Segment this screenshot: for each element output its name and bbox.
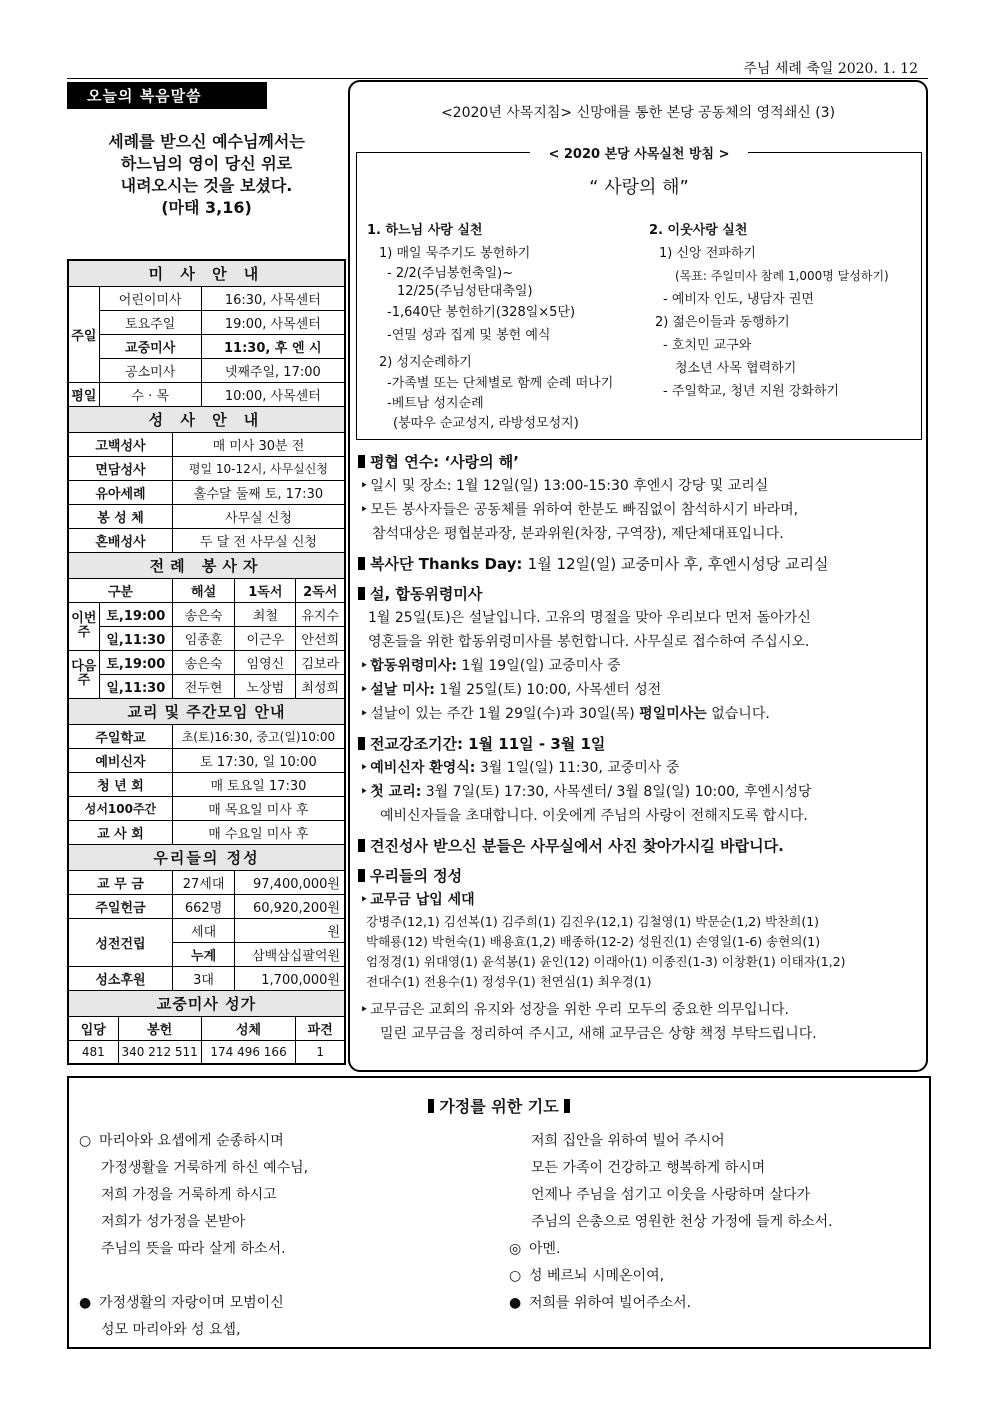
server-commentator: 송은숙 [172,602,234,626]
guidelines-caption: < 2020 본당 사목실천 방침 > [530,147,747,162]
catechism-value: 매 수요일 미사 후 [172,820,345,844]
catechism-name: 교 사 회 [68,820,172,844]
building-total-label: 누계 [172,942,234,966]
notice-paragraph: 영혼들을 위한 합동위령미사를 봉헌합니다. 사무실로 접수하여 주십시오. [368,634,810,650]
guideline-item: 12/25(주님성탄대축일) [397,284,533,299]
notice-item: ‣ 교무금 납입 세대 [358,888,924,912]
family-prayer-box [67,1076,931,1349]
guideline-item: -베트남 성지순례 [387,396,484,411]
building-total-value: 삼백삼십팔억원 [235,942,345,966]
prayer-right [509,1128,929,1317]
notice-heading: 전교강조기간: 1월 11일 - 3월 1일 [358,732,924,756]
square-bullet-icon [358,455,365,468]
prayer-line: 언제나 주님을 섬기고 이웃을 사랑하며 살다가 [531,1187,811,1203]
pastoral-guidelines-box [356,147,922,440]
guideline-item: -1,640단 봉헌하기(328일×5단) [387,305,576,320]
gospel-verse [67,131,346,259]
prayer-line: ● 가정생활의 자랑이며 모범이신 [79,1290,499,1317]
schedule-table [67,259,346,1065]
guideline-item: - 주일학교, 청년 지원 강화하기 [663,384,840,399]
server-reader-2: 최성희 [296,674,345,698]
catechism-name: 청 년 회 [68,772,172,796]
mass-name: 교중미사 [99,334,201,358]
square-bullet-icon [358,737,365,750]
guideline-item: (붕따우 순교성지, 라방성모성지) [393,416,579,431]
guideline-item: - 2/2(주님봉헌축일)~ [387,266,514,281]
sacrament-value: 사무실 신청 [172,504,345,528]
notice-item: ‣ 합동위령미사: 1월 19일(일) 교중미사 중 [358,654,924,678]
square-bullet-icon [358,839,365,852]
prayer-line: 주님의 뜻을 따라 살게 하소서. [101,1241,286,1257]
pastoral-notices-box [348,80,928,1072]
square-bullet-icon [358,557,365,570]
weekday-label: 평일 [68,382,99,406]
next-week-label: 다음주 [68,650,99,698]
guideline-item: - 예비자 인도, 냉담자 권면 [663,292,814,307]
prayer-title: 가정를 위한 기도 [69,1094,929,1117]
donor-line: 전대수(1) 전용수(1) 정성우(1) 천연심(1) 최우경(1) [366,974,652,989]
offering-amount: 60,920,200원 [235,894,345,918]
sacrament-name: 면담성사 [68,456,172,480]
mass-name: 수 · 목 [99,382,201,406]
notice-heading: 우리들의 정성 [358,864,924,888]
offering-name: 성소후원 [68,966,172,990]
this-week-label: 이번주 [68,602,99,650]
server-slot: 토,19:00 [99,602,172,626]
sacrament-name: 유아세례 [68,480,172,504]
mass-time: 19:00, 사목센터 [201,310,345,334]
hymn-header: 입당 [68,1016,118,1040]
donor-line: 박해룡(12) 박헌숙(1) 배용효(1,2) 배종하(12-2) 성원진(1) 손영일(1-6) 송현의(1) [366,934,821,949]
catechism-value: 매 목요일 미사 후 [172,796,345,820]
servers-title: 전례 봉사자 [68,552,345,578]
offerings-title: 우리들의 정성 [68,844,345,870]
sacrament-value: 홀수달 둘째 토, 17:30 [172,480,345,504]
notice-item: 참석대상은 평협분과장, 분과위원(차장, 구역장), 제단체대표입니다. [372,526,784,542]
offering-amount: 97,400,000원 [235,870,345,894]
guideline-item: 1) 신앙 전파하기 [659,246,756,261]
love-of-neighbor-list [649,219,929,403]
mass-time: 16:30, 사목센터 [201,286,345,310]
pastoral-title: <2020년 사목지침> 신망애를 통한 본당 공동체의 영적쇄신 (3) [440,105,836,121]
gospel-tag: 오늘의 복음말씀 [67,82,267,109]
hymn-header: 파견 [296,1016,345,1040]
gospel-line: 세례를 받으신 예수님께서는 [108,132,305,151]
bulletin-date: 주님 세례 축일 2020. 1. 12 [743,61,918,77]
prayer-line: 성모 마리아와 성 요셉, [101,1322,241,1338]
catechism-title: 교리 및 주간모임 안내 [68,698,345,724]
notice-heading: 설, 합동위령미사 [358,582,924,606]
notices [358,444,924,1046]
notice-item: ‣ 일시 및 장소: 1월 12일(일) 13:00-15:30 후엔시 강당 및 교리실 [358,474,924,498]
mass-name: 토요주일 [99,310,201,334]
server-slot: 토,19:00 [99,650,172,674]
server-reader-1: 이근우 [235,626,296,650]
offering-amount: 1,700,000원 [235,966,345,990]
prayer-line: ● 저희를 위하여 빌어주소서. [509,1290,929,1317]
server-slot: 일,11:30 [99,626,172,650]
mass-name: 어린이미사 [99,286,201,310]
mass-title: 미 사 안 내 [68,260,345,286]
server-commentator: 임종훈 [172,626,234,650]
notice-item: ‣ 예비신자 환영식: 3월 1일(일) 11:30, 교중미사 중 [358,756,924,780]
filled-circle-icon: ● [79,1295,92,1311]
hymn-value: 340 212 511 [118,1040,201,1064]
catechism-value: 토 17:30, 일 10:00 [172,748,345,772]
catechism-name: 예비신자 [68,748,172,772]
guideline-item: 청소년 사목 협력하기 [675,361,797,376]
mass-name: 공소미사 [99,358,201,382]
server-reader-2: 김보라 [296,650,345,674]
hymn-header: 성체 [201,1016,296,1040]
server-slot: 일,11:30 [99,674,172,698]
sacrament-name: 혼배성사 [68,528,172,552]
notice-item: 밀린 교무금을 정리하여 주시고, 새해 교무금은 상향 책정 부탁드립니다. [380,1026,817,1042]
gospel-line: 하느님의 영이 당신 위로 [120,154,293,173]
prayer-line: 모든 가족이 건강하고 행복하게 하시며 [531,1160,766,1176]
notice-heading: 복사단 Thanks Day: 1월 12일(일) 교중미사 후, 후엔시성당 교리실 [358,552,924,576]
mass-time: 10:00, 사목센터 [201,382,345,406]
offering-name: 교 무 금 [68,870,172,894]
guideline-heading: 1. 하느님 사랑 실천 [367,223,483,238]
notice-item: ‣ 교무금은 교회의 유지와 성장을 위한 우리 모두의 중요한 의무입니다. [358,998,924,1022]
prayer-line: 가정생활을 거룩하게 하신 예수님, [101,1160,309,1176]
server-reader-2: 안선희 [296,626,345,650]
servers-header: 2독서 [296,578,345,602]
notice-item: ‣ 모든 봉사자들은 공동체를 위하여 한분도 빠짐없이 참석하시기 바라며, [358,498,924,522]
sacrament-value: 평일 10-12시, 사무실신청 [172,456,345,480]
notice-item: 예비신자들을 초대합니다. 이웃에게 주님의 사랑이 전해지도록 합시다. [380,808,808,824]
gospel-line: 내려오시는 것을 보셨다. [120,176,293,195]
double-circle-icon: ◎ [509,1241,522,1257]
servers-header: 구분 [68,578,172,602]
prayer-line: ◎ 아멘. [509,1236,929,1263]
guideline-item: -가족별 또는 단체별로 함께 순례 떠나기 [387,376,614,391]
server-commentator: 송은숙 [172,650,234,674]
donor-names [358,912,924,992]
notice-item: ‣ 첫 교리: 3월 7일(토) 17:30, 사목센터/ 3월 8일(일) 10:00, 후엔시성당 [358,780,924,804]
offering-name: 주일헌금 [68,894,172,918]
filled-circle-icon: ● [509,1295,522,1311]
prayer-line: 저희 가정을 거룩하게 하시고 [101,1187,277,1203]
server-reader-1: 임영신 [235,650,296,674]
prayer-line: ○ 마리아와 요셉에게 순종하시며 [79,1128,499,1155]
notice-paragraph: 1월 25일(토)은 설날입니다. 고유의 명절을 맞아 우리보다 먼저 돌아가신 [368,610,811,626]
prayer-line: 주님의 은총으로 영원한 천상 가정에 들게 하소서. [531,1214,833,1230]
guideline-item: 2) 젊은이들과 동행하기 [655,315,790,330]
mass-time: 넷째주일, 17:00 [201,358,345,382]
mass-time: 11:30, 후 엔 시 [201,334,345,358]
building-households-value: 원 [235,918,345,942]
notice-heading: 견진성사 받으신 분들은 사무실에서 사진 찾아가시길 바랍니다. [358,834,924,858]
guideline-item: - 호치민 교구와 [663,338,752,353]
sacrament-value: 매 미사 30분 전 [172,432,345,456]
notice-heading: 평협 연수: ‘사랑의 해’ [358,450,924,474]
server-commentator: 전두현 [172,674,234,698]
sacrament-name: 봉 성 체 [68,504,172,528]
hymn-value: 481 [68,1040,118,1064]
guideline-item: 2) 성지순례하기 [379,355,472,370]
gospel-reference: (마태 3,16) [161,198,252,217]
love-of-god-list [367,219,647,434]
hymn-value: 174 496 166 [201,1040,296,1064]
open-circle-icon: ○ [79,1133,92,1149]
top-divider [67,78,928,79]
square-bullet-icon [358,587,365,600]
donor-line: 엄정경(1) 위대영(1) 윤석봉(1) 윤인(12) 이래아(1) 이종진(1-3) 이창환(1) 이태자(1,2) [366,954,846,969]
square-bullet-icon [428,1099,434,1113]
sacrament-value: 두 달 전 사무실 신청 [172,528,345,552]
prayer-line: 저희가 성가정을 본받아 [101,1214,246,1230]
donor-line: 강병주(12,1) 김선복(1) 김주희(1) 김진우(12,1) 김철영(1) 박문순(1,2) 박찬희(1) [366,914,820,929]
server-reader-1: 노상범 [235,674,296,698]
square-bullet-icon [564,1099,570,1113]
sunday-label: 주일 [68,286,99,382]
notice-item: ‣ 설날이 있는 주간 1월 29일(수)과 30일(목) 평일미사는 없습니다. [358,702,924,726]
guideline-item: (목표: 주일미사 참례 1,000명 달성하기) [675,269,889,283]
notice-item: ‣ 설날 미사: 1월 25일(토) 10:00, 사목센터 성전 [358,678,924,702]
guideline-item: -연밀 성과 집계 및 봉헌 예식 [387,328,551,343]
servers-header: 해설 [172,578,234,602]
left-column [67,82,346,1065]
hymns-title: 교중미사 성가 [68,990,345,1016]
server-reader-1: 최철 [235,602,296,626]
catechism-value: 초(토)16:30, 중고(일)10:00 [172,724,345,748]
guideline-heading: 2. 이웃사랑 실천 [649,223,748,238]
guideline-item: 1) 매일 묵주기도 봉헌하기 [379,246,531,261]
offering-count: 27세대 [172,870,234,894]
hymn-value: 1 [296,1040,345,1064]
square-bullet-icon [358,869,365,882]
building-households-label: 세대 [172,918,234,942]
server-reader-2: 유지수 [296,602,345,626]
open-circle-icon: ○ [509,1268,522,1284]
prayer-left [79,1128,499,1344]
building-fund-label: 성전건립 [68,918,172,966]
hymn-header: 봉헌 [118,1016,201,1040]
prayer-line: 저희 집안을 위하여 빌어 주시어 [531,1133,725,1149]
year-motto: “ 사랑의 해” [589,177,689,198]
prayer-line: ○ 성 베르뇌 시메온이여, [509,1263,929,1290]
servers-header: 1독서 [235,578,296,602]
sacrament-name: 고백성사 [68,432,172,456]
offering-count: 3대 [172,966,234,990]
catechism-name: 주일학교 [68,724,172,748]
offering-count: 662명 [172,894,234,918]
catechism-value: 매 토요일 17:30 [172,772,345,796]
catechism-name: 성서100주간 [68,796,172,820]
sacrament-title: 성 사 안 내 [68,406,345,432]
